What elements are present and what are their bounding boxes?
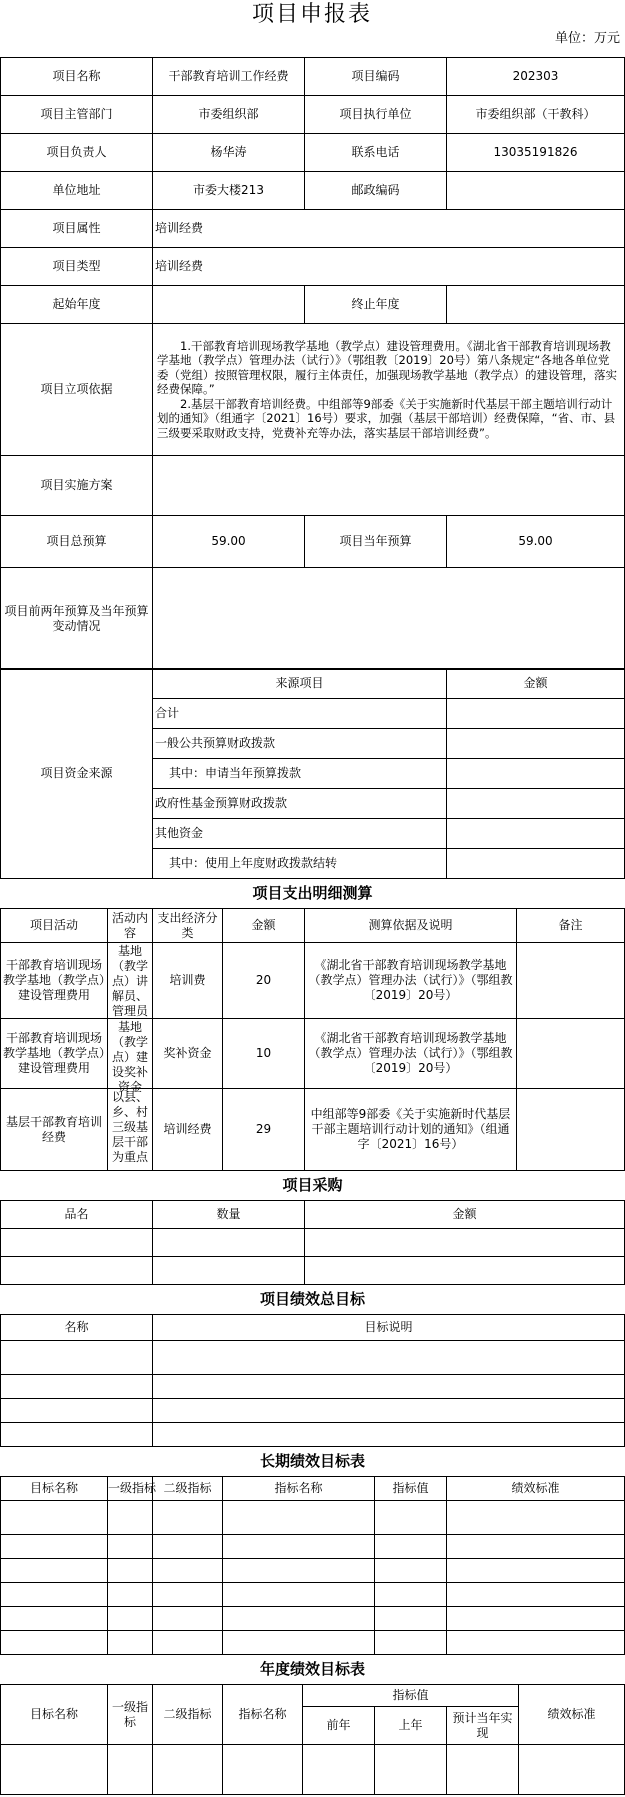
expense-header: 活动内容 [108,909,153,943]
name-label: 项目名称 [1,58,153,96]
funds-amount [447,699,625,729]
expense-content [108,1089,153,1171]
expense-note [517,943,625,1019]
expense-note [517,1089,625,1171]
longterm-row [1,1559,625,1583]
annual-header: 目标名称 [1,1685,108,1745]
expense-row [1,1019,625,1089]
longterm-table [0,1446,625,1655]
funds-col-amount: 金额 [447,669,625,699]
expense-category: 奖补资金 [153,1019,223,1089]
expense-basis: 《湖北省干部教育培训现场教学基地（教学点）管理办法（试行）》（鄂组教〔2019〕20号） [305,943,517,1019]
annual-header: 绩效标准 [519,1685,625,1745]
expense-basis: 《湖北省干部教育培训现场教学基地（教学点）管理办法（试行）》（鄂组教〔2019〕20号） [305,1019,517,1089]
longterm-header: 一级指标 [108,1477,153,1501]
expense-content [108,943,153,1019]
exec-value: 市委组织部（干教科） [447,96,625,134]
attr-value: 培训经费 [153,210,625,248]
funds-row: 其他资金 [153,819,447,849]
type-label: 项目类型 [1,248,153,286]
basis-text [153,324,625,456]
expense-amount: 10 [223,1019,305,1089]
name-value: 干部教育培训工作经费 [153,58,305,96]
end-label: 终止年度 [305,286,447,324]
funds-amount [447,789,625,819]
purchase-row [1,1257,625,1285]
phone-value: 13035191826 [447,134,625,172]
expense-row [1,943,625,1019]
expense-category: 培训费 [153,943,223,1019]
overall-row [1,1341,625,1375]
expense-note [517,1019,625,1089]
expense-header: 项目活动 [1,909,108,943]
purchase-header: 金额 [305,1201,625,1229]
funds-row: 政府性基金预算财政拨款 [153,789,447,819]
longterm-row [1,1583,625,1607]
longterm-section-title: 长期绩效目标表 [1,1447,625,1477]
annual-header: 二级指标 [153,1685,223,1745]
expense-activity: 基层干部教育培训经费 [1,1089,108,1171]
annual-header: 一级指标 [108,1685,153,1745]
annual-row [1,1745,625,1795]
leader-value: 杨华涛 [153,134,305,172]
purchase-header: 数量 [153,1201,305,1229]
page-title: 项目申报表 [251,2,372,27]
expense-section-title: 项目支出明细测算 [1,879,625,909]
funds-row-text: 其中：申请当年预算拨款 [169,766,302,780]
total-value: 59.00 [153,516,305,568]
purchase-header: 品名 [1,1201,153,1229]
overall-header: 目标说明 [153,1315,625,1341]
start-label: 起始年度 [1,286,153,324]
expense-header: 支出经济分类 [153,909,223,943]
overall-goal-table [0,1284,625,1447]
expense-content-text: 以县、乡、村三级基层干部为重点 [111,1090,148,1164]
leader-label: 项目负责人 [1,134,153,172]
zip-value [447,172,625,210]
annual-subheader: 上年 [375,1707,447,1745]
dept-label: 项目主管部门 [1,96,153,134]
type-value: 培训经费 [153,248,625,286]
overall-row [1,1375,625,1399]
expense-activity: 干部教育培训现场教学基地（教学点）建设管理费用 [1,1019,108,1089]
longterm-header: 绩效标准 [447,1477,625,1501]
total-label: 项目总预算 [1,516,153,568]
expense-content [108,1019,153,1094]
funds-row [153,849,447,879]
basis-paragraph-2: 2.基层干部教育培训经费。中组部等9部委《关于实施新时代基层干部主题培训行动计划的通知》（组通字〔2021〕16号）要求，加强（基层干部培训）经费保障，“省、市、县三级要采取财政支持，党费补充等办法，落实基层干部培训经费”。 [157,396,616,440]
zip-label: 邮政编码 [305,172,447,210]
funds-amount [447,759,625,789]
phone-label: 联系电话 [305,134,447,172]
basis-paragraph-1: 1.干部教育培训现场教学基地（教学点）建设管理费用。《湖北省干部教育培训现场教学基地（教学点）管理办法（试行）》（鄂组教〔2019〕20号）第八条规定“各地各单位党委（党组）按照管理权限，履行主体责任，加强现场教学基地（教学点）的建设管理，落实经费保障。” [157,338,617,397]
expense-content-text: 基地（教学点）讲解员、管理员 [111,944,148,1018]
expense-content-text: 基地（教学点）建设奖补资金 [111,1020,148,1094]
expense-activity: 干部教育培训现场教学基地（教学点）建设管理费用 [1,943,108,1019]
funds-label: 项目资金来源 [1,669,153,879]
longterm-row [1,1535,625,1559]
code-value: 202303 [447,58,625,96]
attr-label: 项目属性 [1,210,153,248]
funds-table [0,668,625,879]
funds-row [153,759,447,789]
end-value [447,286,625,324]
plan-label: 项目实施方案 [1,456,153,516]
expense-row [1,1089,625,1171]
basis-label: 项目立项依据 [1,324,153,456]
funds-amount [447,819,625,849]
expense-header: 金额 [223,909,305,943]
expense-header: 备注 [517,909,625,943]
overall-header: 名称 [1,1315,153,1341]
overall-row [1,1399,625,1423]
longterm-header: 指标值 [375,1477,447,1501]
annual-subheader: 预计当年实现 [447,1707,519,1745]
dept-value: 市委组织部 [153,96,305,134]
funds-row-text: 其中：使用上年度财政拨款结转 [169,856,338,870]
purchase-table [0,1170,625,1285]
purchase-row [1,1229,625,1257]
overall-row [1,1423,625,1447]
funds-row: 一般公共预算财政拨款 [153,729,447,759]
addr-label: 单位地址 [1,172,153,210]
change-value [153,568,625,670]
expense-category: 培训经费 [153,1089,223,1171]
code-label: 项目编码 [305,58,447,96]
expense-amount: 20 [223,943,305,1019]
annual-header: 指标名称 [223,1685,303,1745]
start-value [153,286,305,324]
funds-amount [447,849,625,879]
overall-section-title: 项目绩效总目标 [1,1285,625,1315]
funds-amount [447,729,625,759]
expense-table [0,878,625,1171]
longterm-row [1,1631,625,1655]
basic-info-table [0,57,625,670]
change-label: 项目前两年预算及当年预算变动情况 [1,568,153,670]
current-value: 59.00 [447,516,625,568]
current-label: 项目当年预算 [305,516,447,568]
longterm-header: 二级指标 [153,1477,223,1501]
annual-header: 指标值 [303,1685,519,1707]
funds-col-source: 来源项目 [153,669,447,699]
annual-subheader: 前年 [303,1707,375,1745]
longterm-header: 指标名称 [223,1477,375,1501]
annual-table [0,1654,625,1795]
funds-row: 合计 [153,699,447,729]
exec-label: 项目执行单位 [305,96,447,134]
purchase-section-title: 项目采购 [1,1171,625,1201]
expense-basis: 中组部等9部委《关于实施新时代基层干部主题培训行动计划的通知》（组通字〔2021〕16号） [305,1089,517,1171]
expense-amount: 29 [223,1089,305,1171]
annual-section-title: 年度绩效目标表 [1,1655,625,1685]
longterm-header: 目标名称 [1,1477,108,1501]
expense-header: 测算依据及说明 [305,909,517,943]
longterm-row [1,1501,625,1535]
unit-label: 单位：万元 [554,31,620,46]
plan-value [153,456,625,516]
addr-value: 市委大楼213 [153,172,305,210]
longterm-row [1,1607,625,1631]
